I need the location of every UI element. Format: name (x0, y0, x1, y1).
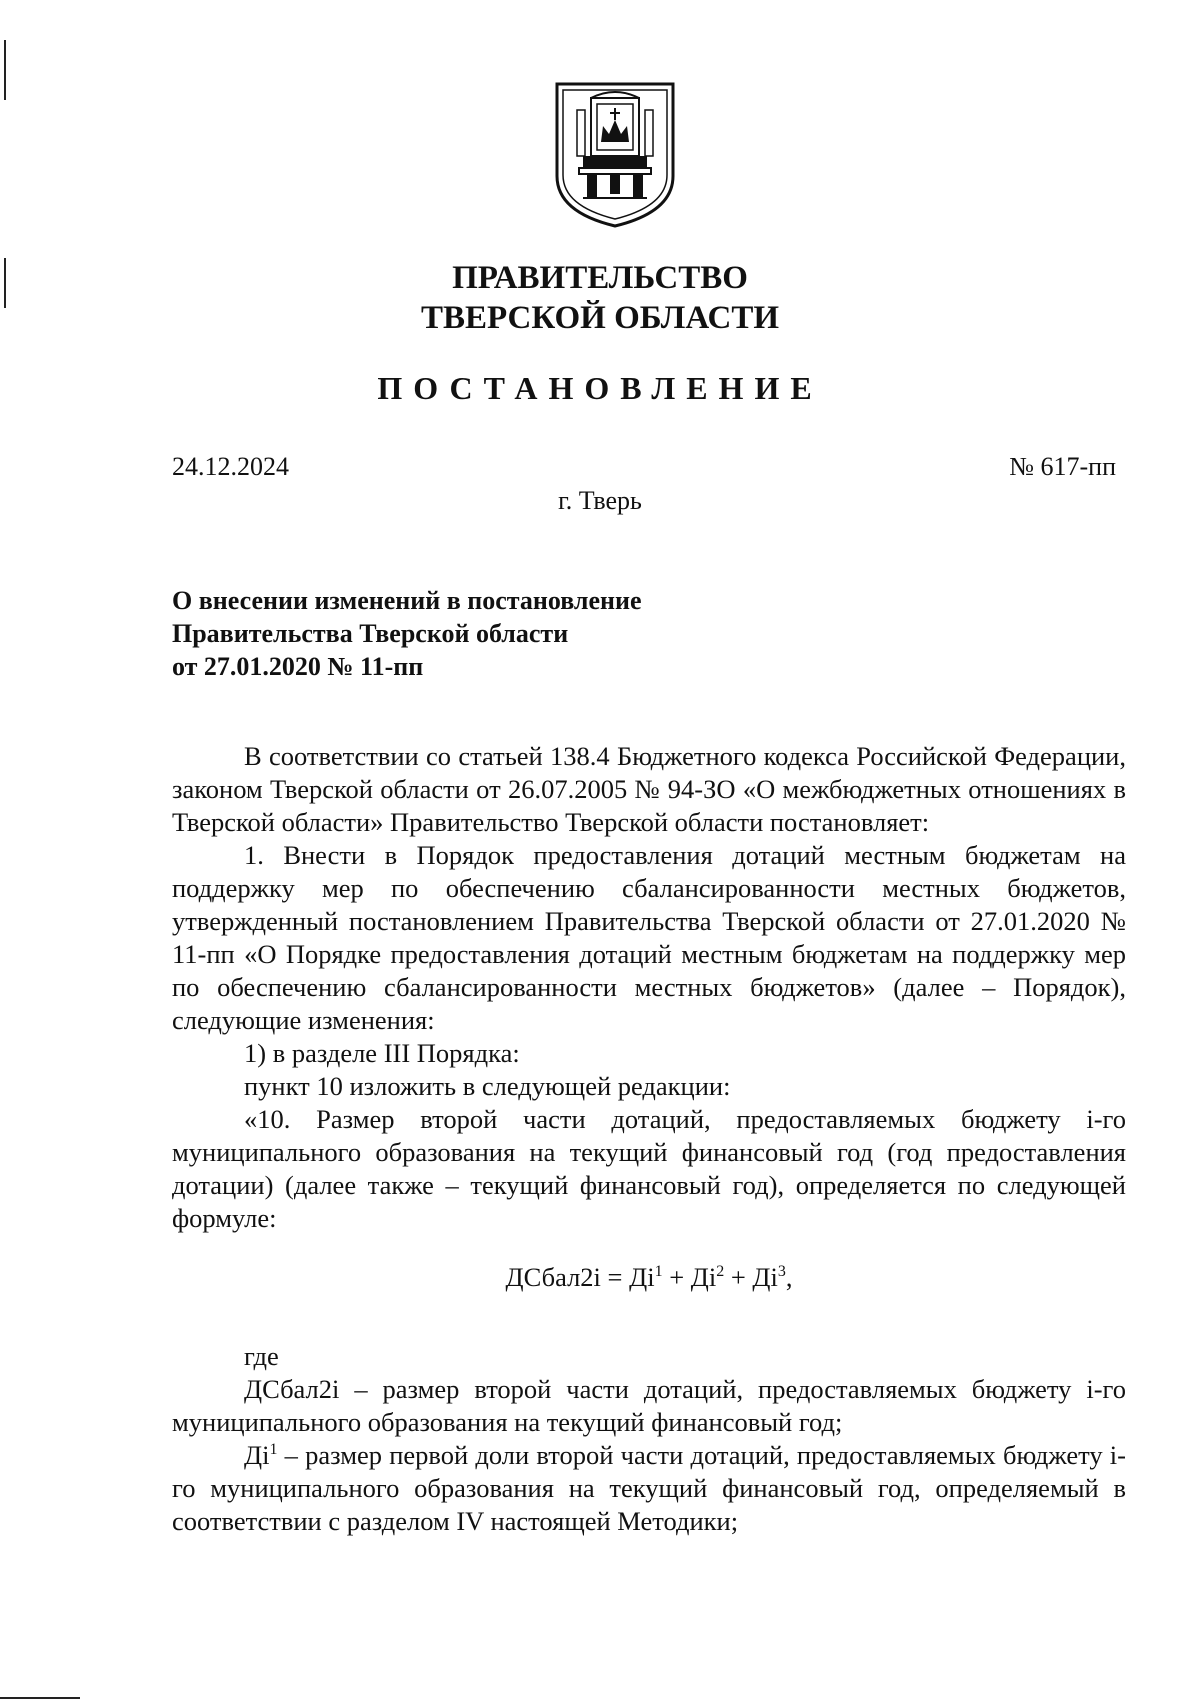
document-date: 24.12.2024 (172, 452, 289, 481)
document-city: г. Тверь (558, 486, 642, 515)
government-name (0, 258, 1200, 338)
formula (172, 1261, 1126, 1294)
document-type: ПОСТАНОВЛЕНИЕ (377, 370, 823, 406)
definition-di1 (172, 1439, 1126, 1538)
document-number: № 617-пп (1009, 452, 1116, 481)
subject-line1: О внесении изменений в постановление (172, 586, 642, 615)
formula-sup3: 3 (777, 1263, 786, 1281)
scan-edge-mark (4, 40, 6, 100)
clause-10-text: «10. Размер второй части дотаций, предоставляемых бюджету i-го муниципального образования на текущий финансовый год (год предоставления дотации) (далее также – текущий финансовый год), определяется по следующей формуле: (172, 1104, 1126, 1233)
subject-line3: от 27.01.2020 № 11-пп (172, 652, 424, 681)
formula-term2: + Дi (662, 1262, 717, 1292)
preamble-paragraph: В соответствии со статьей 138.4 Бюджетного кодекса Российской Федерации, законом Тверской области от 26.07.2005 № 94-ЗО «О межбюджетных отношениях в Тверской области» Правительство Тверской области постановляет: (172, 741, 1126, 837)
formula-sup2: 2 (716, 1263, 725, 1281)
def2-sup: 1 (269, 1441, 278, 1459)
definition-dsbal: ДСбал2i – размер второй части дотаций, предоставляемых бюджету i-го муниципального образования на текущий финансовый год; (172, 1374, 1126, 1437)
def2-text: – размер первой доли второй части дотаций, предоставляемых бюджету i-го муниципального образования на текущий финансовый год, определяемый в соответствии с разделом IV настоящей Методики; (172, 1440, 1126, 1536)
document-subject (172, 584, 642, 683)
def2-symbol: Дi (244, 1440, 270, 1470)
clause-10-intro: пункт 10 изложить в следующей редакции: (244, 1071, 731, 1101)
where-label: где (244, 1341, 279, 1371)
document-body (172, 740, 1126, 1538)
government-name-line1: ПРАВИТЕЛЬСТВО (452, 260, 748, 296)
formula-end: , (785, 1262, 793, 1292)
subject-line2: Правительства Тверской области (172, 619, 569, 648)
coat-of-arms-emblem (553, 80, 677, 228)
item-1-paragraph: 1. Внести в Порядок предоставления дотаций местным бюджетам на поддержку мер по обеспечению сбалансированности местных бюджетов, утвержденный постановлением Правительства Тверской области от 27.01.2020 № 11-пп «О Порядке предоставления дотаций местным бюджетам на поддержку мер по обеспечению сбалансированности местных бюджетов» (далее – Порядок), следующие изменения: (172, 840, 1126, 1035)
scan-edge-mark (0, 1697, 80, 1699)
subitem-1-paragraph: 1) в разделе III Порядка: (244, 1038, 520, 1068)
formula-lhs: ДСбал2i = Дi (505, 1262, 655, 1292)
formula-term3: + Дi (724, 1262, 778, 1292)
government-name-line2: ТВЕРСКОЙ ОБЛАСТИ (420, 300, 780, 336)
formula-sup1: 1 (654, 1263, 663, 1281)
